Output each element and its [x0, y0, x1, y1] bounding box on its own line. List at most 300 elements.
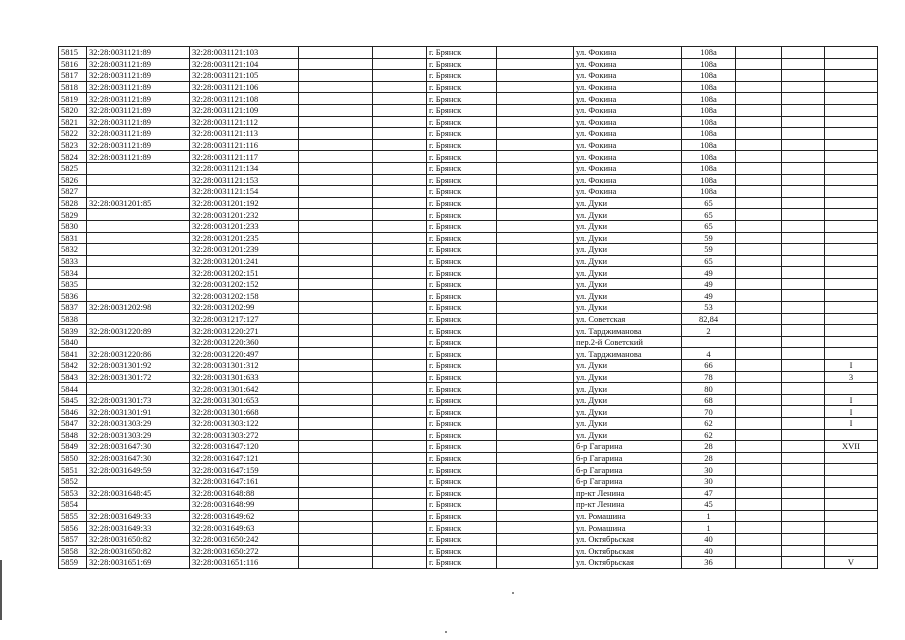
empty-cell — [736, 383, 782, 395]
parcel-cadastral-cell: 32:28:0031121:89 — [87, 70, 190, 82]
street-cell: ул. Дуки — [574, 302, 682, 314]
building-cadastral-cell: 32:28:0031303:122 — [190, 418, 299, 430]
table-row — [59, 244, 878, 256]
building-cadastral-cell: 32:28:0031121:108 — [190, 93, 299, 105]
empty-cell — [373, 104, 427, 116]
parcel-cadastral-cell — [87, 499, 190, 511]
empty-cell — [299, 336, 373, 348]
empty-cell — [373, 232, 427, 244]
street-cell: б-р Гагарина — [574, 475, 682, 487]
parcel-cadastral-cell — [87, 336, 190, 348]
empty-cell — [497, 406, 574, 418]
parcel-cadastral-cell: 32:28:0031121:89 — [87, 58, 190, 70]
parcel-cadastral-cell — [87, 313, 190, 325]
empty-cell — [373, 406, 427, 418]
city-cell: г. Брянск — [427, 81, 497, 93]
building-cadastral-cell: 32:28:0031649:63 — [190, 522, 299, 534]
table-row — [59, 267, 878, 279]
house-number-cell: 108а — [682, 81, 736, 93]
note-cell: I — [825, 394, 878, 406]
building-cadastral-cell: 32:28:0031220:271 — [190, 325, 299, 337]
empty-cell — [782, 255, 825, 267]
parcel-cadastral-cell — [87, 186, 190, 198]
note-cell — [825, 348, 878, 360]
parcel-cadastral-cell: 32:28:0031650:82 — [87, 533, 190, 545]
empty-cell — [736, 290, 782, 302]
empty-cell — [497, 499, 574, 511]
street-cell: ул. Дуки — [574, 209, 682, 221]
note-cell — [825, 533, 878, 545]
house-number-cell: 40 — [682, 545, 736, 557]
empty-cell — [782, 58, 825, 70]
table-row — [59, 557, 878, 569]
parcel-cadastral-cell: 32:28:0031121:89 — [87, 151, 190, 163]
empty-cell — [497, 244, 574, 256]
street-cell: ул. Дуки — [574, 371, 682, 383]
empty-cell — [736, 557, 782, 569]
house-number-cell — [682, 336, 736, 348]
empty-cell — [782, 336, 825, 348]
empty-cell — [299, 93, 373, 105]
empty-cell — [736, 116, 782, 128]
house-number-cell: 65 — [682, 255, 736, 267]
empty-cell — [497, 93, 574, 105]
empty-cell — [373, 174, 427, 186]
empty-cell — [373, 325, 427, 337]
empty-cell — [373, 464, 427, 476]
building-cadastral-cell: 32:28:0031202:158 — [190, 290, 299, 302]
building-cadastral-cell: 32:28:0031220:497 — [190, 348, 299, 360]
row-number-cell: 5830 — [59, 220, 87, 232]
table-row — [59, 336, 878, 348]
empty-cell — [736, 348, 782, 360]
empty-cell — [782, 209, 825, 221]
table-row — [59, 499, 878, 511]
parcel-cadastral-cell: 32:28:0031121:89 — [87, 128, 190, 140]
empty-cell — [736, 70, 782, 82]
note-cell — [825, 267, 878, 279]
house-number-cell: 108а — [682, 47, 736, 59]
city-cell: г. Брянск — [427, 244, 497, 256]
empty-cell — [782, 406, 825, 418]
building-cadastral-cell: 32:28:0031202:151 — [190, 267, 299, 279]
empty-cell — [299, 209, 373, 221]
building-cadastral-cell: 32:28:0031121:106 — [190, 81, 299, 93]
street-cell: ул. Фокина — [574, 93, 682, 105]
scan-speck — [512, 592, 514, 594]
empty-cell — [497, 267, 574, 279]
city-cell: г. Брянск — [427, 174, 497, 186]
building-cadastral-cell: 32:28:0031650:272 — [190, 545, 299, 557]
table-row — [59, 220, 878, 232]
empty-cell — [373, 81, 427, 93]
empty-cell — [782, 128, 825, 140]
building-cadastral-cell: 32:28:0031201:233 — [190, 220, 299, 232]
building-cadastral-cell: 32:28:0031201:239 — [190, 244, 299, 256]
house-number-cell: 30 — [682, 475, 736, 487]
empty-cell — [299, 313, 373, 325]
parcel-cadastral-cell: 32:28:0031121:89 — [87, 139, 190, 151]
street-cell: ул. Дуки — [574, 406, 682, 418]
empty-cell — [299, 545, 373, 557]
street-cell: ул. Октябрьская — [574, 557, 682, 569]
city-cell: г. Брянск — [427, 220, 497, 232]
table-row — [59, 128, 878, 140]
empty-cell — [497, 220, 574, 232]
note-cell — [825, 162, 878, 174]
house-number-cell: 49 — [682, 267, 736, 279]
city-cell: г. Брянск — [427, 116, 497, 128]
building-cadastral-cell: 32:28:0031651:116 — [190, 557, 299, 569]
city-cell: г. Брянск — [427, 47, 497, 59]
table-row — [59, 510, 878, 522]
house-number-cell: 62 — [682, 429, 736, 441]
table-row — [59, 464, 878, 476]
register-rows — [59, 47, 878, 569]
table-row — [59, 406, 878, 418]
row-number-cell: 5817 — [59, 70, 87, 82]
table-row — [59, 313, 878, 325]
empty-cell — [373, 162, 427, 174]
row-number-cell: 5855 — [59, 510, 87, 522]
note-cell — [825, 278, 878, 290]
table-row — [59, 70, 878, 82]
empty-cell — [497, 70, 574, 82]
parcel-cadastral-cell — [87, 290, 190, 302]
empty-cell — [497, 47, 574, 59]
table-row — [59, 290, 878, 302]
empty-cell — [782, 197, 825, 209]
empty-cell — [736, 197, 782, 209]
house-number-cell: 108а — [682, 93, 736, 105]
table-row — [59, 533, 878, 545]
row-number-cell: 5821 — [59, 116, 87, 128]
row-number-cell: 5826 — [59, 174, 87, 186]
empty-cell — [782, 267, 825, 279]
parcel-cadastral-cell: 32:28:0031220:86 — [87, 348, 190, 360]
house-number-cell: 82,84 — [682, 313, 736, 325]
note-cell — [825, 475, 878, 487]
street-cell: ул. Фокина — [574, 128, 682, 140]
street-cell: б-р Гагарина — [574, 452, 682, 464]
table-row — [59, 429, 878, 441]
city-cell: г. Брянск — [427, 128, 497, 140]
note-cell — [825, 209, 878, 221]
house-number-cell: 1 — [682, 522, 736, 534]
empty-cell — [373, 441, 427, 453]
empty-cell — [497, 475, 574, 487]
empty-cell — [736, 360, 782, 372]
table-row — [59, 348, 878, 360]
empty-cell — [299, 406, 373, 418]
empty-cell — [782, 47, 825, 59]
note-cell: I — [825, 360, 878, 372]
building-cadastral-cell: 32:28:0031121:109 — [190, 104, 299, 116]
building-cadastral-cell: 32:28:0031650:242 — [190, 533, 299, 545]
table-row — [59, 186, 878, 198]
row-number-cell: 5824 — [59, 151, 87, 163]
scan-edge-mark — [0, 560, 2, 620]
note-cell — [825, 325, 878, 337]
empty-cell — [497, 290, 574, 302]
empty-cell — [373, 290, 427, 302]
empty-cell — [497, 313, 574, 325]
empty-cell — [373, 58, 427, 70]
building-cadastral-cell: 32:28:0031303:272 — [190, 429, 299, 441]
empty-cell — [736, 162, 782, 174]
note-cell — [825, 104, 878, 116]
empty-cell — [782, 244, 825, 256]
empty-cell — [497, 394, 574, 406]
empty-cell — [373, 116, 427, 128]
row-number-cell: 5828 — [59, 197, 87, 209]
empty-cell — [782, 394, 825, 406]
note-cell — [825, 522, 878, 534]
empty-cell — [299, 220, 373, 232]
row-number-cell: 5850 — [59, 452, 87, 464]
street-cell: ул. Советская — [574, 313, 682, 325]
table-row — [59, 418, 878, 430]
empty-cell — [299, 278, 373, 290]
empty-cell — [299, 47, 373, 59]
empty-cell — [782, 325, 825, 337]
table-row — [59, 441, 878, 453]
empty-cell — [782, 371, 825, 383]
building-cadastral-cell: 32:28:0031121:103 — [190, 47, 299, 59]
city-cell: г. Брянск — [427, 162, 497, 174]
parcel-cadastral-cell: 32:28:0031647:30 — [87, 441, 190, 453]
note-cell — [825, 464, 878, 476]
empty-cell — [782, 220, 825, 232]
street-cell: б-р Гагарина — [574, 441, 682, 453]
empty-cell — [782, 151, 825, 163]
empty-cell — [736, 313, 782, 325]
empty-cell — [782, 487, 825, 499]
empty-cell — [299, 557, 373, 569]
empty-cell — [736, 232, 782, 244]
empty-cell — [497, 255, 574, 267]
empty-cell — [782, 475, 825, 487]
building-cadastral-cell: 32:28:0031647:161 — [190, 475, 299, 487]
building-cadastral-cell: 32:28:0031121:154 — [190, 186, 299, 198]
row-number-cell: 5822 — [59, 128, 87, 140]
building-cadastral-cell: 32:28:0031301:642 — [190, 383, 299, 395]
empty-cell — [782, 290, 825, 302]
empty-cell — [299, 302, 373, 314]
city-cell: г. Брянск — [427, 557, 497, 569]
building-cadastral-cell: 32:28:0031217:127 — [190, 313, 299, 325]
empty-cell — [299, 325, 373, 337]
city-cell: г. Брянск — [427, 441, 497, 453]
building-cadastral-cell: 32:28:0031301:653 — [190, 394, 299, 406]
row-number-cell: 5819 — [59, 93, 87, 105]
note-cell — [825, 452, 878, 464]
empty-cell — [782, 418, 825, 430]
parcel-cadastral-cell: 32:28:0031648:45 — [87, 487, 190, 499]
empty-cell — [736, 406, 782, 418]
empty-cell — [736, 139, 782, 151]
empty-cell — [497, 302, 574, 314]
building-cadastral-cell: 32:28:0031202:99 — [190, 302, 299, 314]
parcel-cadastral-cell: 32:28:0031301:72 — [87, 371, 190, 383]
note-cell — [825, 255, 878, 267]
empty-cell — [736, 278, 782, 290]
row-number-cell: 5857 — [59, 533, 87, 545]
parcel-cadastral-cell: 32:28:0031121:89 — [87, 93, 190, 105]
parcel-cadastral-cell: 32:28:0031301:91 — [87, 406, 190, 418]
table-row — [59, 232, 878, 244]
row-number-cell: 5832 — [59, 244, 87, 256]
parcel-cadastral-cell — [87, 174, 190, 186]
empty-cell — [497, 360, 574, 372]
row-number-cell: 5849 — [59, 441, 87, 453]
house-number-cell: 45 — [682, 499, 736, 511]
empty-cell — [497, 522, 574, 534]
table-row — [59, 278, 878, 290]
city-cell: г. Брянск — [427, 325, 497, 337]
house-number-cell: 65 — [682, 220, 736, 232]
empty-cell — [782, 81, 825, 93]
house-number-cell: 108а — [682, 128, 736, 140]
empty-cell — [299, 255, 373, 267]
parcel-cadastral-cell: 32:28:0031301:92 — [87, 360, 190, 372]
city-cell: г. Брянск — [427, 348, 497, 360]
empty-cell — [373, 452, 427, 464]
note-cell — [825, 93, 878, 105]
street-cell: ул. Фокина — [574, 151, 682, 163]
empty-cell — [782, 186, 825, 198]
empty-cell — [299, 197, 373, 209]
empty-cell — [736, 510, 782, 522]
empty-cell — [782, 533, 825, 545]
empty-cell — [497, 429, 574, 441]
house-number-cell: 108а — [682, 186, 736, 198]
building-cadastral-cell: 32:28:0031648:99 — [190, 499, 299, 511]
street-cell: ул. Ромашина — [574, 522, 682, 534]
empty-cell — [782, 360, 825, 372]
empty-cell — [736, 151, 782, 163]
parcel-cadastral-cell: 32:28:0031220:89 — [87, 325, 190, 337]
street-cell: ул. Октябрьская — [574, 545, 682, 557]
table-row — [59, 81, 878, 93]
city-cell: г. Брянск — [427, 302, 497, 314]
table-row — [59, 487, 878, 499]
empty-cell — [299, 116, 373, 128]
note-cell: 3 — [825, 371, 878, 383]
street-cell: ул. Дуки — [574, 220, 682, 232]
street-cell: ул. Фокина — [574, 104, 682, 116]
parcel-cadastral-cell — [87, 162, 190, 174]
empty-cell — [299, 452, 373, 464]
empty-cell — [736, 371, 782, 383]
table-row — [59, 116, 878, 128]
parcel-cadastral-cell: 32:28:0031121:89 — [87, 104, 190, 116]
street-cell: пер.2-й Советский — [574, 336, 682, 348]
empty-cell — [782, 383, 825, 395]
empty-cell — [782, 522, 825, 534]
building-cadastral-cell: 32:28:0031301:312 — [190, 360, 299, 372]
empty-cell — [736, 58, 782, 70]
empty-cell — [373, 429, 427, 441]
row-number-cell: 5858 — [59, 545, 87, 557]
note-cell — [825, 116, 878, 128]
empty-cell — [299, 162, 373, 174]
empty-cell — [736, 128, 782, 140]
empty-cell — [497, 325, 574, 337]
street-cell: ул. Тарджиманова — [574, 325, 682, 337]
empty-cell — [299, 464, 373, 476]
empty-cell — [299, 510, 373, 522]
empty-cell — [782, 441, 825, 453]
city-cell: г. Брянск — [427, 209, 497, 221]
building-cadastral-cell: 32:28:0031220:360 — [190, 336, 299, 348]
building-cadastral-cell: 32:28:0031121:117 — [190, 151, 299, 163]
empty-cell — [497, 487, 574, 499]
note-cell — [825, 499, 878, 511]
street-cell: ул. Фокина — [574, 174, 682, 186]
table-row — [59, 545, 878, 557]
empty-cell — [299, 267, 373, 279]
empty-cell — [497, 139, 574, 151]
empty-cell — [782, 499, 825, 511]
note-cell — [825, 383, 878, 395]
parcel-cadastral-cell — [87, 220, 190, 232]
house-number-cell: 1 — [682, 510, 736, 522]
note-cell — [825, 47, 878, 59]
parcel-cadastral-cell: 32:28:0031202:98 — [87, 302, 190, 314]
building-cadastral-cell: 32:28:0031201:192 — [190, 197, 299, 209]
note-cell — [825, 139, 878, 151]
street-cell: ул. Ромашина — [574, 510, 682, 522]
building-cadastral-cell: 32:28:0031648:88 — [190, 487, 299, 499]
empty-cell — [373, 70, 427, 82]
table-row — [59, 104, 878, 116]
city-cell: г. Брянск — [427, 197, 497, 209]
empty-cell — [782, 464, 825, 476]
note-cell: V — [825, 557, 878, 569]
building-cadastral-cell: 32:28:0031201:235 — [190, 232, 299, 244]
building-cadastral-cell: 32:28:0031301:633 — [190, 371, 299, 383]
empty-cell — [497, 174, 574, 186]
empty-cell — [299, 174, 373, 186]
empty-cell — [373, 371, 427, 383]
empty-cell — [373, 197, 427, 209]
city-cell: г. Брянск — [427, 290, 497, 302]
parcel-cadastral-cell — [87, 278, 190, 290]
street-cell: пр-кт Ленина — [574, 487, 682, 499]
city-cell: г. Брянск — [427, 429, 497, 441]
row-number-cell: 5840 — [59, 336, 87, 348]
house-number-cell: 59 — [682, 244, 736, 256]
empty-cell — [373, 302, 427, 314]
empty-cell — [497, 197, 574, 209]
empty-cell — [373, 533, 427, 545]
row-number-cell: 5844 — [59, 383, 87, 395]
empty-cell — [299, 383, 373, 395]
empty-cell — [782, 452, 825, 464]
building-cadastral-cell: 32:28:0031202:152 — [190, 278, 299, 290]
note-cell: XVII — [825, 441, 878, 453]
row-number-cell: 5836 — [59, 290, 87, 302]
row-number-cell: 5839 — [59, 325, 87, 337]
house-number-cell: 108а — [682, 162, 736, 174]
building-cadastral-cell: 32:28:0031121:105 — [190, 70, 299, 82]
empty-cell — [299, 418, 373, 430]
table-row — [59, 47, 878, 59]
empty-cell — [373, 336, 427, 348]
city-cell: г. Брянск — [427, 464, 497, 476]
building-cadastral-cell: 32:28:0031121:104 — [190, 58, 299, 70]
